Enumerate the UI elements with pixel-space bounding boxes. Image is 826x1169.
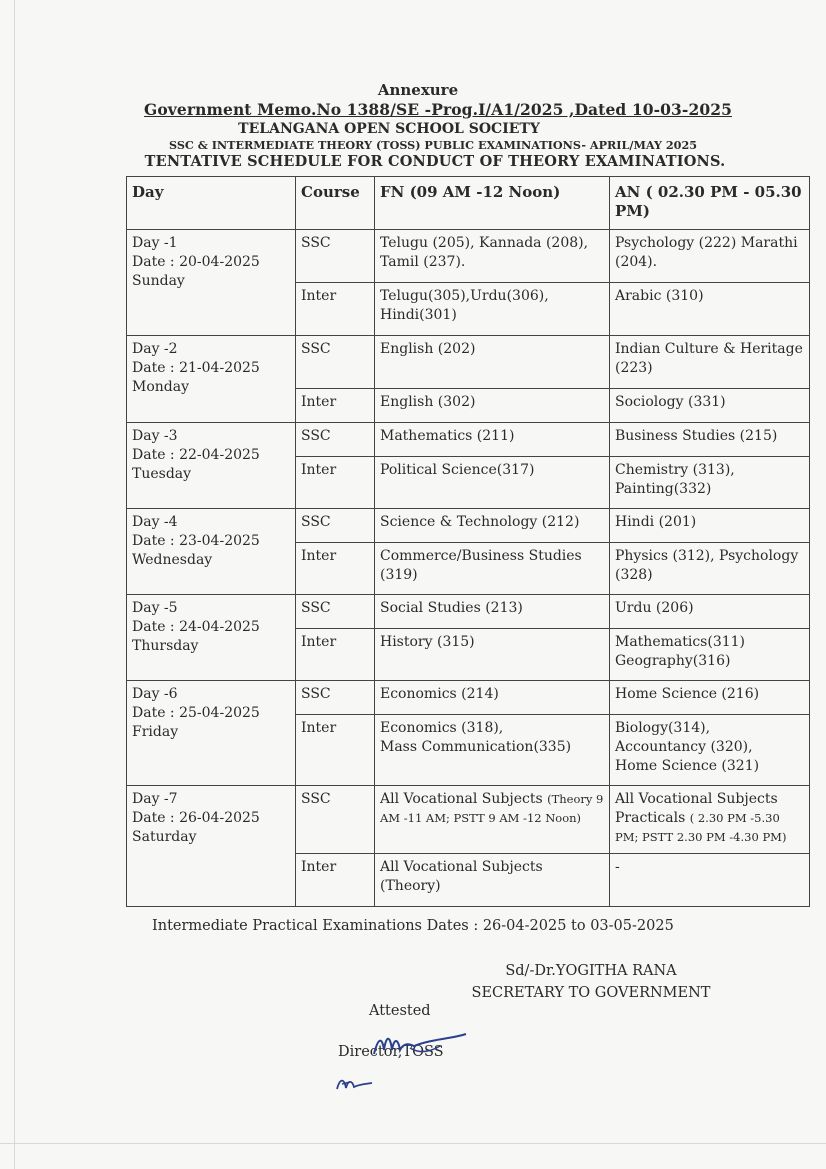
day-label: Day -4: [132, 514, 178, 530]
fn-cell: All Vocational Subjects (Theory): [375, 854, 610, 907]
fn-cell: [375, 715, 610, 786]
scan-edge-bottom: [0, 1143, 826, 1144]
day-weekday: Saturday: [132, 829, 197, 845]
header-day: Day: [127, 177, 296, 230]
day-cell: [127, 230, 296, 336]
scan-edge-left: [14, 0, 15, 1169]
document-header: [0, 80, 826, 171]
fn-cell: Commerce/Business Studies (319): [375, 543, 610, 595]
header-an: AN ( 02.30 PM - 05.30 PM): [610, 177, 810, 230]
fn-cell: Political Science(317): [375, 457, 610, 509]
fn-cell: Telugu(305),Urdu(306), Hindi(301): [375, 283, 610, 336]
annexure-title: Annexure: [377, 81, 459, 99]
an-cell: Business Studies (215): [610, 423, 810, 457]
fn-cell: Economics (214): [375, 681, 610, 715]
table-row: [127, 336, 810, 389]
table-row: [127, 230, 810, 283]
course-cell: Inter: [296, 389, 375, 423]
signatory-title: SECRETARY TO GOVERNMENT: [471, 985, 711, 1001]
course-cell: SSC: [296, 509, 375, 543]
an-cell: Mathematics(311) Geography(316): [610, 629, 810, 681]
day-weekday: Friday: [132, 724, 179, 740]
course-cell: Inter: [296, 543, 375, 595]
table-header-row: [127, 177, 810, 230]
an-cell: Indian Culture & Heritage (223): [610, 336, 810, 389]
day-weekday: Tuesday: [132, 466, 192, 482]
course-cell: SSC: [296, 423, 375, 457]
day-label: Day -5: [132, 600, 178, 616]
initials-mark-icon: [334, 1074, 374, 1094]
day-label: Day -3: [132, 428, 178, 444]
society-name: TELANGANA OPEN SCHOOL SOCIETY: [238, 121, 540, 137]
an-cell: Sociology (331): [610, 389, 810, 423]
fn-line: Economics (318),: [380, 720, 504, 736]
day-label: Day -1: [132, 235, 178, 251]
day-weekday: Monday: [132, 379, 189, 395]
an-cell: -: [610, 854, 810, 907]
exam-title: SSC & INTERMEDIATE THEORY (TOSS) PUBLIC EXAMINATIONS- APRIL/MAY 2025: [168, 138, 698, 152]
table-row: [127, 509, 810, 543]
fn-main: All Vocational Subjects: [380, 791, 543, 807]
course-cell: Inter: [296, 854, 375, 907]
day-date: Date : 25-04-2025: [132, 705, 260, 721]
an-cell: [610, 786, 810, 854]
an-cell: Physics (312), Psychology (328): [610, 543, 810, 595]
an-cell: Urdu (206): [610, 595, 810, 629]
exam-schedule-table: [126, 176, 810, 907]
practical-exam-dates: Intermediate Practical Examinations Dates : 26-04-2025 to 03-05-2025: [152, 918, 674, 934]
course-cell: SSC: [296, 336, 375, 389]
an-main: All Vocational Subjects Practicals: [615, 791, 778, 826]
course-cell: Inter: [296, 715, 375, 786]
an-cell: [610, 715, 810, 786]
an-cell: Psychology (222) Marathi (204).: [610, 230, 810, 283]
table-row: [127, 681, 810, 715]
course-cell: SSC: [296, 786, 375, 854]
course-cell: Inter: [296, 283, 375, 336]
an-line: Biology(314),: [615, 720, 711, 736]
day-cell: [127, 595, 296, 681]
header-course: Course: [296, 177, 375, 230]
an-timing-note: ( 2.30 PM -5.30 PM; PSTT 2.30 PM -4.30 PM): [615, 811, 787, 844]
signatory-name: Sd/-Dr.YOGITHA RANA: [505, 963, 677, 979]
day-cell: [127, 336, 296, 423]
fn-cell: Science & Technology (212): [375, 509, 610, 543]
day-date: Date : 24-04-2025: [132, 619, 260, 635]
attested-label: Attested: [369, 1003, 431, 1019]
day-weekday: Wednesday: [132, 552, 213, 568]
an-line: Home Science (321): [615, 758, 760, 774]
day-cell: [127, 423, 296, 509]
day-date: Date : 20-04-2025: [132, 254, 260, 270]
course-cell: Inter: [296, 457, 375, 509]
course-cell: SSC: [296, 681, 375, 715]
day-label: Day -2: [132, 341, 178, 357]
an-cell: Arabic (310): [610, 283, 810, 336]
an-line: Accountancy (320),: [615, 739, 753, 755]
day-date: Date : 21-04-2025: [132, 360, 260, 376]
day-weekday: Thursday: [132, 638, 199, 654]
course-cell: SSC: [296, 230, 375, 283]
fn-cell: Social Studies (213): [375, 595, 610, 629]
fn-cell: English (202): [375, 336, 610, 389]
day-cell: [127, 509, 296, 595]
fn-cell: [375, 786, 610, 854]
day-label: Day -6: [132, 686, 178, 702]
course-cell: SSC: [296, 595, 375, 629]
table-row: [127, 786, 810, 854]
day-cell: [127, 681, 296, 786]
fn-line: Mass Communication(335): [380, 739, 572, 755]
fn-cell: History (315): [375, 629, 610, 681]
an-cell: Hindi (201): [610, 509, 810, 543]
director-label: Director,TOSS: [338, 1044, 444, 1060]
an-cell: Chemistry (313), Painting(332): [610, 457, 810, 509]
fn-timing-note: (Theory 9 AM -11 AM; PSTT 9 AM -12 Noon): [380, 792, 604, 825]
day-date: Date : 26-04-2025: [132, 810, 260, 826]
table-row: [127, 423, 810, 457]
day-weekday: Sunday: [132, 273, 185, 289]
day-date: Date : 22-04-2025: [132, 447, 260, 463]
table-row: [127, 595, 810, 629]
memo-reference: Government Memo.No 1388/SE -Prog.I/A1/2025 ,Dated 10-03-2025: [144, 100, 732, 119]
handwritten-signature-icon: [370, 1028, 470, 1064]
course-cell: Inter: [296, 629, 375, 681]
fn-cell: Telugu (205), Kannada (208), Tamil (237).: [375, 230, 610, 283]
header-fn: FN (09 AM -12 Noon): [375, 177, 610, 230]
signature-block: [466, 960, 716, 1004]
day-cell: [127, 786, 296, 907]
day-date: Date : 23-04-2025: [132, 533, 260, 549]
fn-cell: Mathematics (211): [375, 423, 610, 457]
schedule-title: TENTATIVE SCHEDULE FOR CONDUCT OF THEORY EXAMINATIONS.: [144, 153, 726, 170]
an-cell: Home Science (216): [610, 681, 810, 715]
fn-cell: English (302): [375, 389, 610, 423]
day-label: Day -7: [132, 791, 178, 807]
